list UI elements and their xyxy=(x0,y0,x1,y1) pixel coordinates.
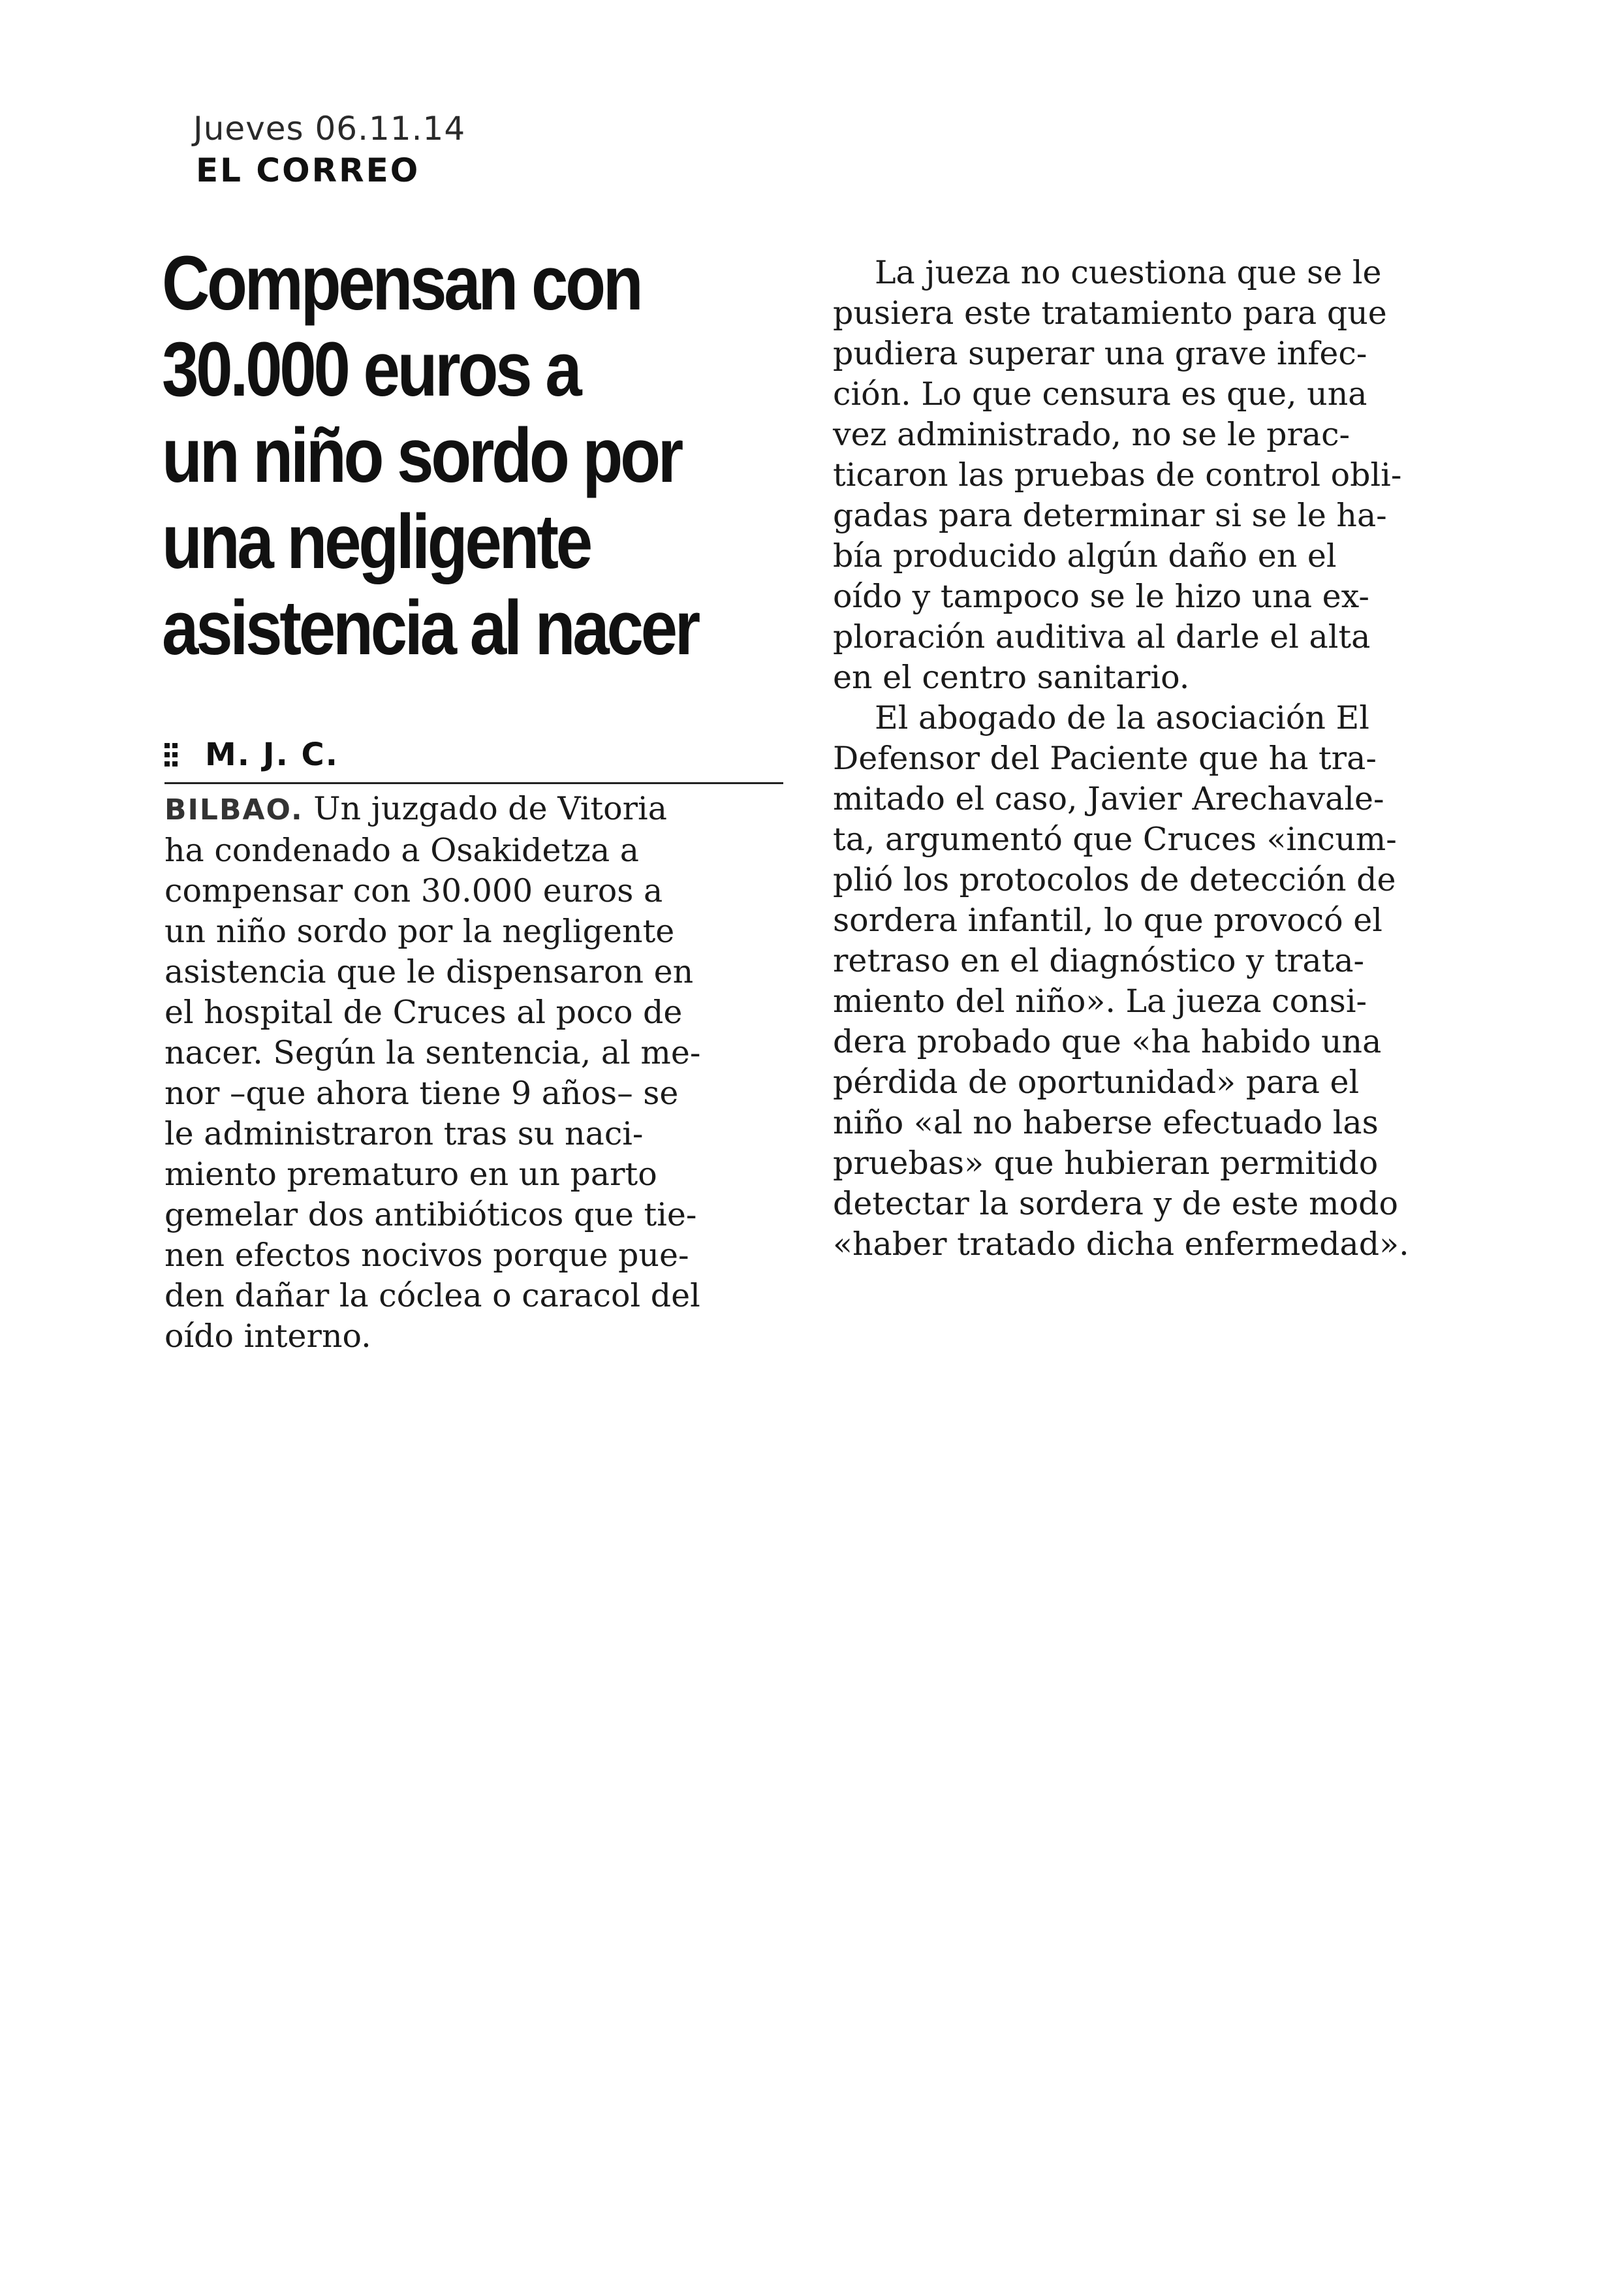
body-line: El abogado de la asociación El xyxy=(875,699,1369,736)
body-line: vez administrado, no se le prac- xyxy=(833,416,1351,453)
body-line: miento prematuro en un parto xyxy=(164,1156,657,1193)
body-line: en el centro sanitario. xyxy=(833,659,1190,696)
body-line: pruebas» que hubieran permitido xyxy=(833,1145,1379,1182)
body-line: den dañar la cóclea o caracol del xyxy=(164,1277,700,1314)
body-line: nacer. Según la sentencia, al me- xyxy=(164,1034,701,1071)
body-line: nen efectos nocivos porque pue- xyxy=(164,1237,689,1274)
byline-bullet-icon xyxy=(164,743,181,769)
body-line: pérdida de oportunidad» para el xyxy=(833,1064,1360,1101)
byline: M. J. C. xyxy=(205,736,339,773)
body-line: pudiera superar una grave infec- xyxy=(833,335,1367,372)
body-line: el hospital de Cruces al poco de xyxy=(164,994,683,1031)
body-line: oído interno. xyxy=(164,1318,371,1355)
body-line xyxy=(164,789,785,830)
article-column-right xyxy=(833,253,1453,1265)
masthead-date: Jueves 06.11.14 xyxy=(193,110,466,148)
body-line: sordera infantil, lo que provocó el xyxy=(833,902,1382,939)
body-line: ploración auditiva al darle el alta xyxy=(833,618,1371,656)
body-line: retraso en el diagnóstico y trata- xyxy=(833,942,1365,979)
article-column-left xyxy=(164,789,785,1357)
body-line: gadas para determinar si se le ha- xyxy=(833,497,1387,534)
body-line: nor –que ahora tiene 9 años– se xyxy=(164,1075,679,1112)
body-line: La jueza no cuestiona que se le xyxy=(875,254,1382,291)
body-line: dera probado que «ha habido una xyxy=(833,1023,1382,1060)
body-line: ta, argumentó que Cruces «incum- xyxy=(833,821,1397,858)
headline-line: un niño sordo por xyxy=(162,413,681,499)
body-line: gemelar dos antibióticos que tie- xyxy=(164,1196,697,1233)
body-line: Defensor del Paciente que ha tra- xyxy=(833,740,1377,777)
body-line: ción. Lo que censura es que, una xyxy=(833,375,1367,413)
headline-line: 30.000 euros a xyxy=(162,326,580,413)
body-line: ha condenado a Osakidetza a xyxy=(164,832,639,869)
body-line: un niño sordo por la negligente xyxy=(164,913,675,950)
body-line: mitado el caso, Javier Arechavale- xyxy=(833,780,1384,817)
body-line: compensar con 30.000 euros a xyxy=(164,872,663,909)
dateline: BILBAO. xyxy=(164,793,304,827)
body-line: niño «al no haberse efectuado las xyxy=(833,1104,1379,1141)
headline xyxy=(162,240,701,671)
byline-row xyxy=(164,736,783,784)
body-line-text: Un juzgado de Vitoria xyxy=(313,790,667,827)
body-line: le administraron tras su naci- xyxy=(164,1115,644,1152)
body-line: ticaron las pruebas de control obli- xyxy=(833,456,1402,494)
body-line: miento del niño». La jueza consi- xyxy=(833,983,1367,1020)
headline-line: una negligente xyxy=(162,499,590,585)
body-line: asistencia que le dispensaron en xyxy=(164,953,694,990)
body-line: pusiera este tratamiento para que xyxy=(833,294,1387,332)
body-line: oído y tampoco se le hizo una ex- xyxy=(833,578,1369,615)
body-line: detectar la sordera y de este modo xyxy=(833,1185,1398,1222)
body-line: plió los protocolos de detección de xyxy=(833,861,1396,898)
headline-line: Compensan con xyxy=(162,240,641,326)
body-line: «haber tratado dicha enfermedad». xyxy=(833,1226,1409,1263)
body-line: bía producido algún daño en el xyxy=(833,537,1337,575)
headline-line: asistencia al nacer xyxy=(162,585,698,671)
masthead-paper-name: EL CORREO xyxy=(196,151,420,189)
